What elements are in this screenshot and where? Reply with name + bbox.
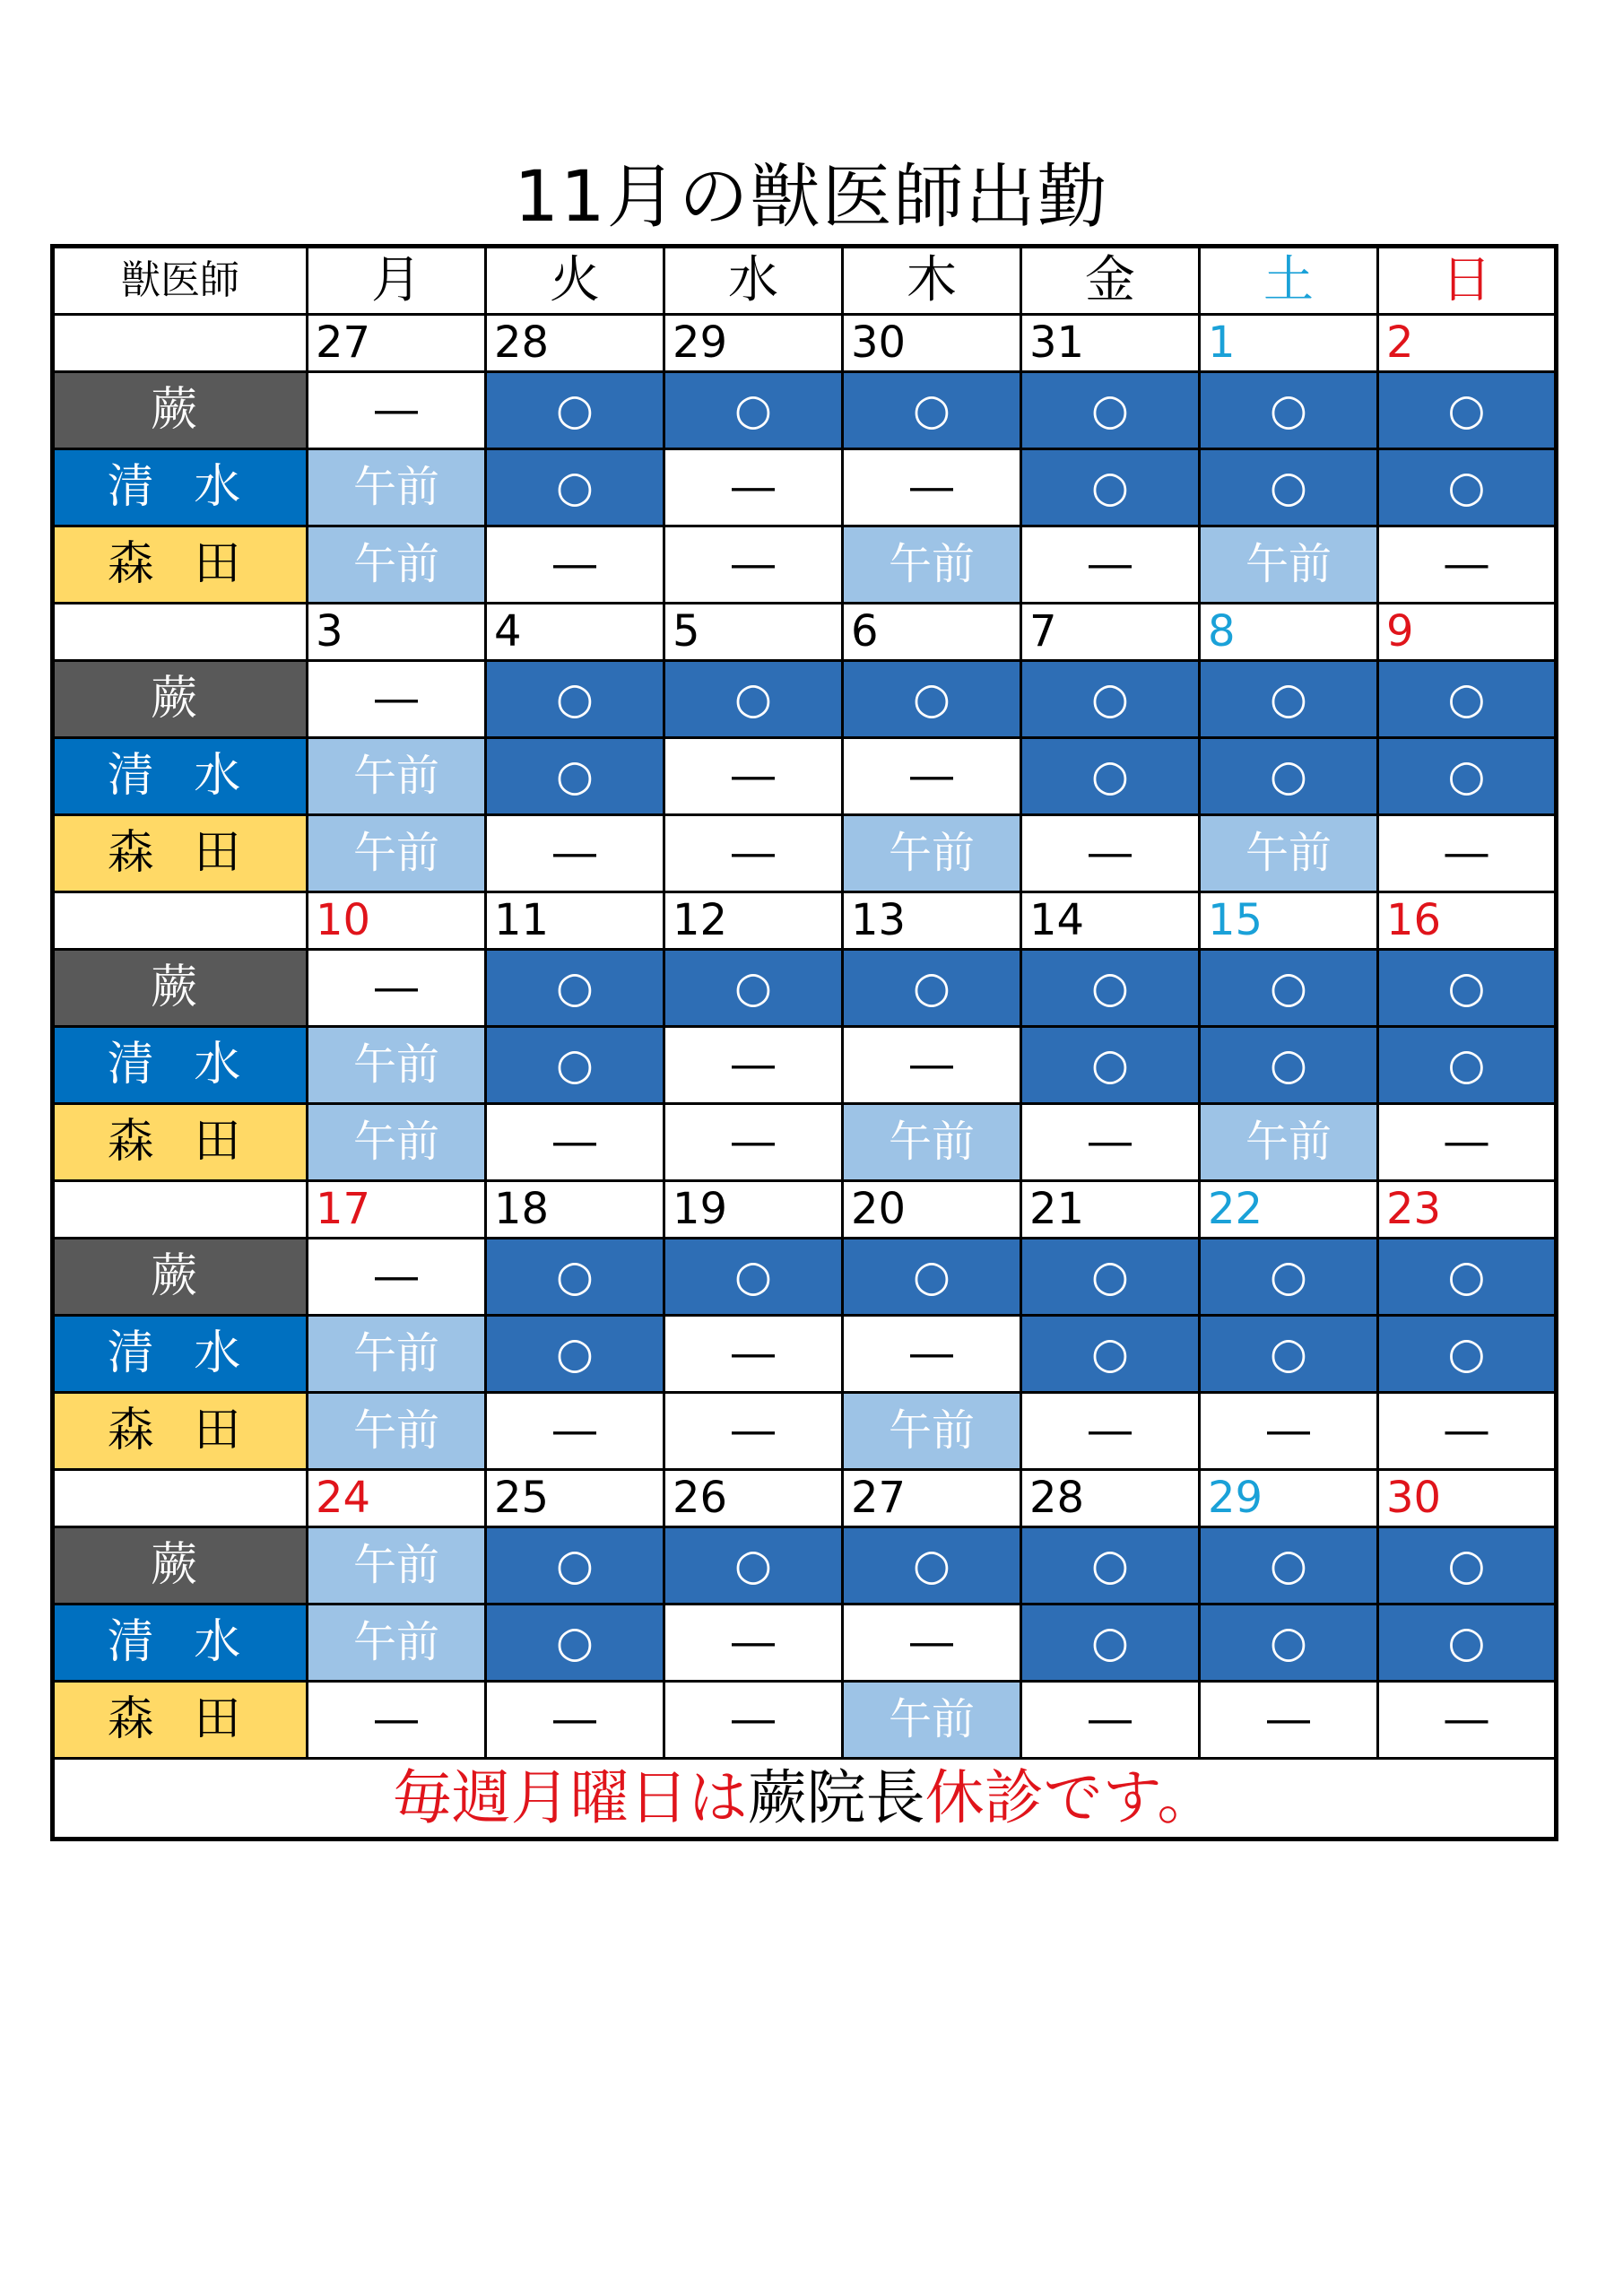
shift-cell-sat: ○ [1200,372,1378,449]
shift-cell-fri: ― [1021,526,1200,604]
date-cell-sat: 22 [1200,1181,1378,1239]
shift-cell-sun: ○ [1378,372,1557,449]
doctor-row [53,1605,1557,1682]
doctor-name: 清 水 [53,738,308,815]
shift-cell-tue: ○ [486,1316,664,1393]
shift-cell-tue: ― [486,1393,664,1470]
shift-cell-wed: ― [664,1027,843,1104]
shift-cell-sat: ○ [1200,1027,1378,1104]
date-row [53,604,1557,661]
shift-cell-sat: 午前 [1200,1104,1378,1181]
shift-cell-mon: 午前 [308,1316,486,1393]
doctor-row [53,815,1557,892]
doctor-name: 清 水 [53,1316,308,1393]
header-row [53,247,1557,315]
date-cell-fri: 21 [1021,1181,1200,1239]
date-cell-wed: 5 [664,604,843,661]
footer-row [53,1759,1557,1839]
shift-cell-fri: ○ [1021,1605,1200,1682]
header-day-wed: 水 [664,247,843,315]
shift-cell-thu: ○ [843,950,1021,1027]
date-cell-fri: 31 [1021,315,1200,372]
shift-cell-sat: ○ [1200,950,1378,1027]
date-cell-tue: 18 [486,1181,664,1239]
doctor-row [53,661,1557,738]
shift-cell-wed: ― [664,815,843,892]
date-cell-wed: 19 [664,1181,843,1239]
shift-cell-mon: ― [308,1239,486,1316]
date-cell-sun: 2 [1378,315,1557,372]
date-cell-mon: 10 [308,892,486,950]
shift-cell-wed: ― [664,738,843,815]
shift-cell-thu: 午前 [843,815,1021,892]
doctor-name: 森 田 [53,526,308,604]
date-cell-tue: 25 [486,1470,664,1527]
shift-cell-sun: ○ [1378,1027,1557,1104]
shift-cell-mon: ― [308,661,486,738]
header-day-thu: 木 [843,247,1021,315]
date-cell-mon: 27 [308,315,486,372]
shift-cell-fri: ○ [1021,449,1200,526]
shift-cell-tue: ― [486,1682,664,1759]
shift-cell-sat: ○ [1200,1239,1378,1316]
shift-cell-wed: ○ [664,950,843,1027]
shift-cell-tue: ○ [486,449,664,526]
doctor-row [53,526,1557,604]
doctor-name: 森 田 [53,1104,308,1181]
date-cell-thu: 20 [843,1181,1021,1239]
shift-cell-thu: ○ [843,661,1021,738]
date-row-spacer [53,892,308,950]
shift-cell-thu: ― [843,1316,1021,1393]
shift-cell-fri: ○ [1021,1316,1200,1393]
date-cell-sat: 1 [1200,315,1378,372]
doctor-row [53,738,1557,815]
shift-cell-wed: ― [664,526,843,604]
date-row [53,1181,1557,1239]
shift-cell-tue: ○ [486,372,664,449]
shift-cell-fri: ○ [1021,372,1200,449]
shift-cell-sat: ― [1200,1393,1378,1470]
date-cell-sun: 23 [1378,1181,1557,1239]
shift-cell-sat: ○ [1200,449,1378,526]
shift-cell-mon: 午前 [308,526,486,604]
date-cell-mon: 24 [308,1470,486,1527]
shift-cell-fri: ― [1021,1393,1200,1470]
header-day-sat: 土 [1200,247,1378,315]
date-row [53,315,1557,372]
doctor-row [53,1393,1557,1470]
shift-cell-sat: ― [1200,1682,1378,1759]
shift-cell-fri: ― [1021,815,1200,892]
shift-cell-tue: ○ [486,661,664,738]
shift-cell-sat: ○ [1200,738,1378,815]
shift-cell-wed: ○ [664,661,843,738]
shift-cell-sat: ○ [1200,1527,1378,1605]
doctor-name: 森 田 [53,1682,308,1759]
date-cell-sat: 15 [1200,892,1378,950]
header-label: 獣医師 [53,247,308,315]
shift-cell-fri: ○ [1021,950,1200,1027]
date-cell-fri: 14 [1021,892,1200,950]
shift-cell-thu: ― [843,1605,1021,1682]
date-row-spacer [53,1181,308,1239]
date-cell-thu: 27 [843,1470,1021,1527]
doctor-name: 清 水 [53,1605,308,1682]
shift-cell-sun: ○ [1378,449,1557,526]
date-cell-thu: 13 [843,892,1021,950]
shift-cell-sat: 午前 [1200,526,1378,604]
doctor-row [53,1682,1557,1759]
shift-cell-wed: ― [664,1682,843,1759]
shift-cell-sat: ○ [1200,661,1378,738]
shift-cell-thu: 午前 [843,526,1021,604]
doctor-name: 蕨 [53,950,308,1027]
shift-cell-sat: 午前 [1200,815,1378,892]
shift-cell-tue: ― [486,1104,664,1181]
doctor-row [53,372,1557,449]
shift-cell-mon: 午前 [308,1104,486,1181]
shift-cell-fri: ○ [1021,1527,1200,1605]
shift-cell-mon: 午前 [308,1527,486,1605]
shift-cell-mon: 午前 [308,1393,486,1470]
shift-cell-sun: ○ [1378,661,1557,738]
shift-cell-sun: ― [1378,1393,1557,1470]
doctor-row [53,449,1557,526]
shift-cell-thu: 午前 [843,1104,1021,1181]
date-row-spacer [53,315,308,372]
shift-cell-fri: ― [1021,1682,1200,1759]
date-cell-tue: 28 [486,315,664,372]
shift-cell-thu: ― [843,449,1021,526]
shift-cell-fri: ― [1021,1104,1200,1181]
shift-cell-thu: ― [843,738,1021,815]
date-row-spacer [53,1470,308,1527]
date-row [53,1470,1557,1527]
date-cell-thu: 6 [843,604,1021,661]
doctor-row [53,1527,1557,1605]
shift-cell-sun: ○ [1378,1239,1557,1316]
shift-cell-sat: ○ [1200,1605,1378,1682]
shift-cell-sun: ― [1378,526,1557,604]
shift-cell-sun: ― [1378,1104,1557,1181]
shift-cell-wed: ― [664,1316,843,1393]
shift-cell-tue: ○ [486,738,664,815]
date-row-spacer [53,604,308,661]
notice-part-1: 毎週月曜日は [392,1763,748,1832]
shift-cell-sun: ― [1378,1682,1557,1759]
shift-cell-wed: ○ [664,372,843,449]
shift-cell-fri: ○ [1021,738,1200,815]
shift-cell-tue: ○ [486,1027,664,1104]
doctor-row [53,1316,1557,1393]
doctor-name: 清 水 [53,449,308,526]
doctor-name: 森 田 [53,815,308,892]
shift-cell-mon: 午前 [308,449,486,526]
date-cell-wed: 26 [664,1470,843,1527]
shift-cell-mon: 午前 [308,815,486,892]
shift-cell-tue: ○ [486,950,664,1027]
doctor-name: 蕨 [53,1239,308,1316]
date-cell-mon: 17 [308,1181,486,1239]
doctor-name: 蕨 [53,372,308,449]
doctor-row [53,1027,1557,1104]
shift-cell-tue: ○ [486,1527,664,1605]
closed-notice [53,1759,1557,1839]
date-cell-tue: 11 [486,892,664,950]
schedule-table [50,244,1558,1841]
date-cell-sun: 9 [1378,604,1557,661]
shift-cell-sun: ○ [1378,738,1557,815]
shift-cell-tue: ○ [486,1605,664,1682]
shift-cell-tue: ○ [486,1239,664,1316]
shift-cell-fri: ○ [1021,661,1200,738]
shift-cell-wed: ― [664,1104,843,1181]
date-cell-fri: 28 [1021,1470,1200,1527]
doctor-row [53,1104,1557,1181]
date-cell-sat: 29 [1200,1470,1378,1527]
date-cell-fri: 7 [1021,604,1200,661]
shift-cell-thu: 午前 [843,1682,1021,1759]
date-cell-sun: 30 [1378,1470,1557,1527]
shift-cell-wed: ― [664,449,843,526]
notice-part-2: 蕨院長 [747,1763,925,1832]
shift-cell-sun: ○ [1378,950,1557,1027]
date-cell-thu: 30 [843,315,1021,372]
date-cell-wed: 12 [664,892,843,950]
header-day-sun: 日 [1378,247,1557,315]
shift-cell-sun: ○ [1378,1527,1557,1605]
shift-cell-mon: 午前 [308,1027,486,1104]
page-title: 11月の獣医師出勤 [514,157,1109,238]
shift-cell-tue: ― [486,815,664,892]
shift-cell-mon: ― [308,372,486,449]
shift-cell-sun: ○ [1378,1605,1557,1682]
doctor-name: 蕨 [53,661,308,738]
shift-cell-sun: ― [1378,815,1557,892]
shift-cell-mon: 午前 [308,738,486,815]
date-row [53,892,1557,950]
shift-cell-fri: ○ [1021,1027,1200,1104]
shift-cell-sat: ○ [1200,1316,1378,1393]
doctor-name: 森 田 [53,1393,308,1470]
shift-cell-sun: ○ [1378,1316,1557,1393]
shift-cell-thu: ○ [843,1239,1021,1316]
doctor-row [53,1239,1557,1316]
shift-cell-mon: ― [308,1682,486,1759]
shift-cell-wed: ― [664,1605,843,1682]
doctor-row [53,950,1557,1027]
date-cell-mon: 3 [308,604,486,661]
shift-cell-thu: ○ [843,1527,1021,1605]
shift-cell-tue: ― [486,526,664,604]
date-cell-wed: 29 [664,315,843,372]
doctor-name: 清 水 [53,1027,308,1104]
shift-cell-mon: 午前 [308,1605,486,1682]
shift-cell-wed: ○ [664,1239,843,1316]
header-day-fri: 金 [1021,247,1200,315]
shift-cell-thu: ― [843,1027,1021,1104]
notice-part-3: 休診です。 [924,1763,1217,1832]
header-day-mon: 月 [308,247,486,315]
shift-cell-wed: ― [664,1393,843,1470]
shift-cell-thu: 午前 [843,1393,1021,1470]
shift-cell-fri: ○ [1021,1239,1200,1316]
date-cell-tue: 4 [486,604,664,661]
date-cell-sun: 16 [1378,892,1557,950]
date-cell-sat: 8 [1200,604,1378,661]
shift-cell-wed: ○ [664,1527,843,1605]
doctor-name: 蕨 [53,1527,308,1605]
shift-cell-thu: ○ [843,372,1021,449]
header-day-tue: 火 [486,247,664,315]
shift-cell-mon: ― [308,950,486,1027]
